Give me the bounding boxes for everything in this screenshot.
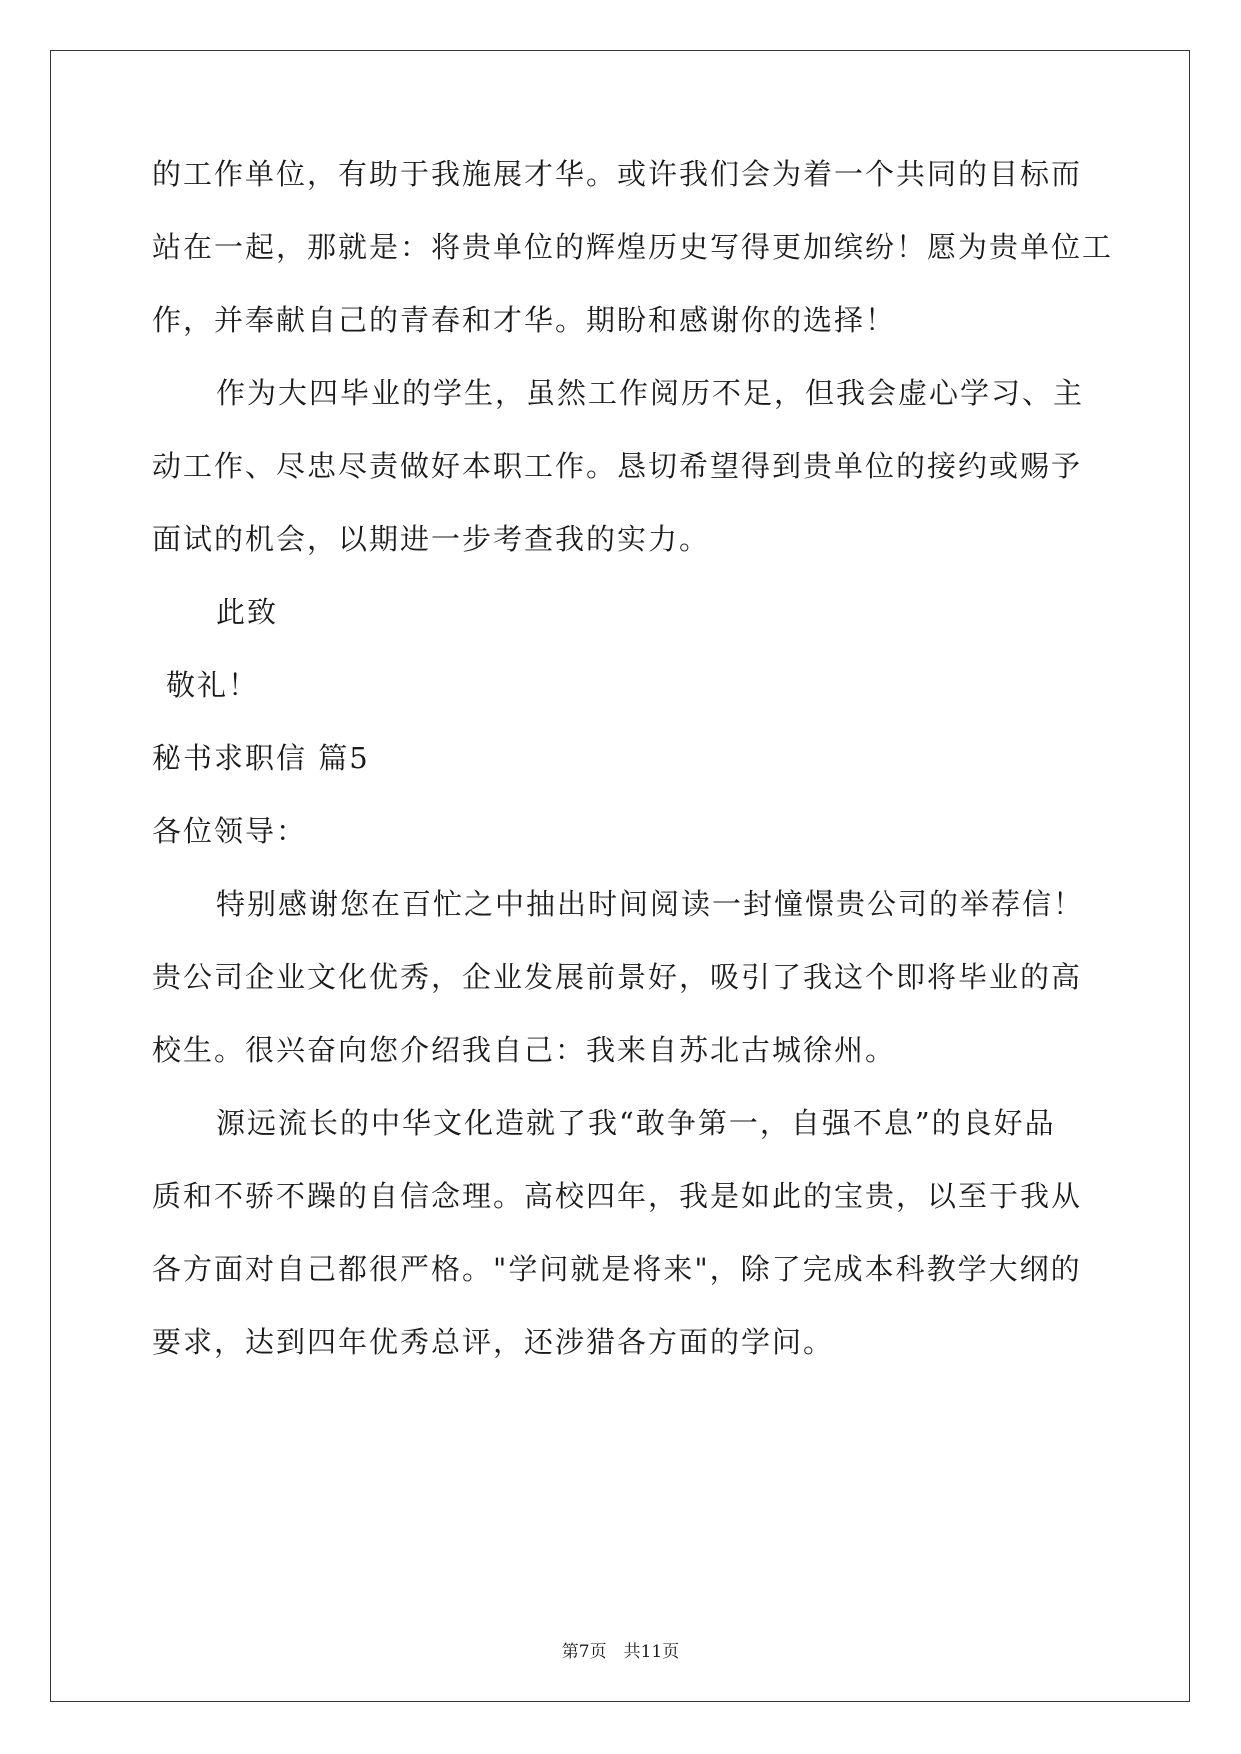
paragraph-line: 的工作单位，有助于我施展才华。或许我们会为着一个共同的目标而: [152, 157, 1083, 191]
paragraph-line: 作，并奉献自己的青春和才华。期盼和感谢你的选择！: [152, 303, 897, 337]
paragraph-line: 动工作、尽忠尽责做好本职工作。恳切希望得到贵单位的接约或赐予: [152, 449, 1083, 483]
paragraph-line: 特别感谢您在百忙之中抽出时间阅读一封憧憬贵公司的举荐信！: [216, 887, 1085, 921]
page-number-footer: 第7页 共11页: [561, 1642, 680, 1662]
paragraph-line: 作为大四毕业的学生，虽然工作阅历不足，但我会虚心学习、主: [216, 376, 1085, 410]
salutation-line: 敬礼！: [166, 668, 260, 702]
section-heading: 秘书求职信 篇5: [152, 741, 370, 775]
greeting-line: 各位领导：: [152, 814, 308, 848]
paragraph-line: 校生。很兴奋向您介绍我自己：我来自苏北古城徐州。: [152, 1033, 897, 1067]
page-border: [50, 50, 1190, 1702]
paragraph-line: 面试的机会，以期进一步考查我的实力。: [152, 522, 711, 556]
paragraph-line: 源远流长的中华文化造就了我“敢争第一，自强不息”的良好品: [216, 1106, 1056, 1140]
paragraph-line: 要求，达到四年优秀总评，还涉猎各方面的学问。: [152, 1325, 835, 1359]
paragraph-line: 质和不骄不躁的自信念理。高校四年，我是如此的宝贵，以至于我从: [152, 1179, 1083, 1213]
paragraph-line: 站在一起，那就是：将贵单位的辉煌历史写得更加缤纷！愿为贵单位工: [152, 230, 1114, 264]
paragraph-line: 贵公司企业文化优秀，企业发展前景好，吸引了我这个即将毕业的高: [152, 960, 1083, 994]
paragraph-line: 各方面对自己都很严格。"学问就是将来"，除了完成本科教学大纲的: [152, 1252, 1082, 1286]
closing-line: 此致: [216, 595, 279, 629]
